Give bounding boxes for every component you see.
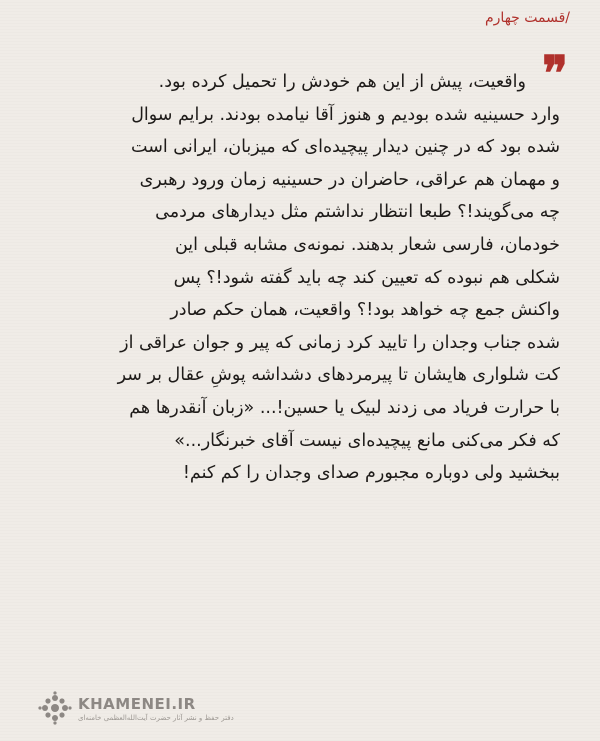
quote-line: که فکر می‌کنی مانع پیچیده‌ای نیست آقای خبرنگار...» [174,430,560,451]
footer-text [78,695,234,722]
quote-line: واکنش جمع چه خواهد بود!؟ واقعیت، همان حکم صادر [170,300,560,321]
episode-label [485,10,570,26]
quote-mark-icon: ❞ [542,46,568,102]
quote-line: کت شلواری هایشان تا پیرمردهای دشداشه پوشِ عقال بر سر [117,365,560,386]
quote-line: چه می‌گویند!؟ طبعا انتظار نداشتم مثل دیدارهای مردمی [155,202,560,223]
quote-line: واقعیت، پیش از این هم خودش را تحمیل کرده بود. [158,72,526,92]
quote-line: با حرارت فریاد می زدند لبیک یا حسین!... «زبان آنقدرها هم [129,397,560,418]
quote-line: شده بود که در چنین دیدار پیچیده‌ای که میزبان، ایرانی است [131,137,560,158]
site-name: KHAMENEI.IR [78,694,196,713]
quote-line: و مهمان هم عراقی، حاضران در حسینیه زمان ورود رهبری [139,169,560,190]
quote-body [40,66,560,490]
khamenei-logo-icon [38,691,72,725]
quote-line: شده جناب وجدان را تایید کرد زمانی که پیر و جوان عراقی از [120,332,560,353]
quote-line: شکلی هم نبوده که تعیین کند چه باید گفته شود!؟ پس [173,267,560,288]
quote-line: وارد حسینیه شده بودیم و هنوز آقا نیامده بودند. برایم سوال [131,104,560,125]
site-footer [38,691,234,725]
quote-line: ببخشید ولی دوباره مجبورم صدای وجدان را کم کنم! [182,463,560,484]
quote-line: خودمان، فارسی شعار بدهند. نمونه‌ی مشابه قبلی این [174,234,560,255]
site-subtitle: دفتر حفظ و نشر آثار حضرت آیت‌الله‌العظمی خامنه‌ای [78,713,234,722]
episode-label-text: /قسمت چهارم [485,10,570,26]
